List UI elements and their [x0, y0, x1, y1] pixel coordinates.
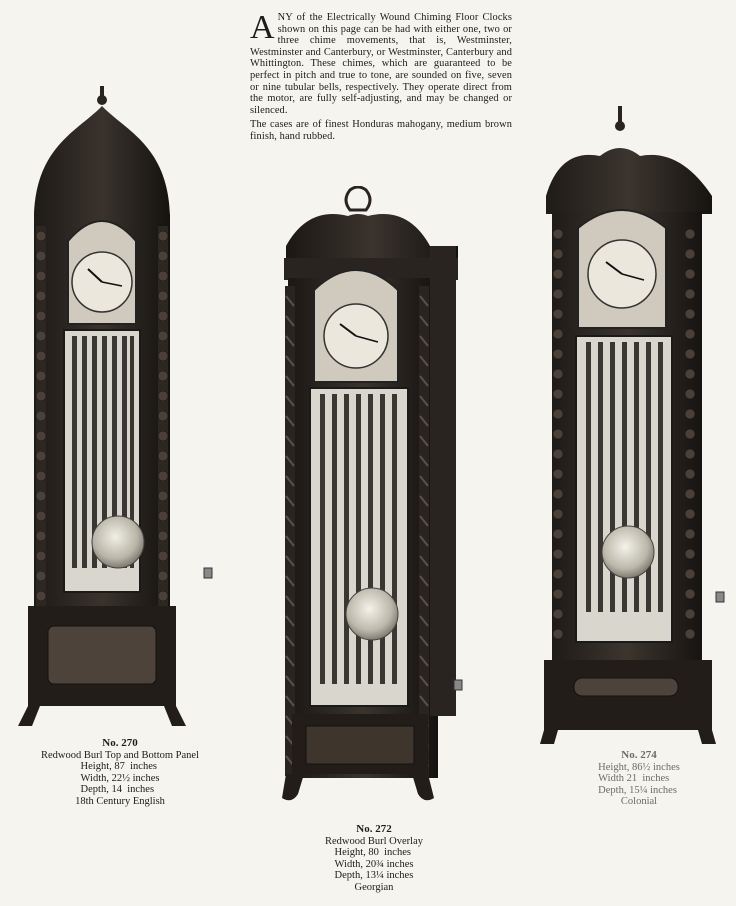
intro-paragraph-2: The cases are of finest Honduras mahogany, medium brown finish, hand rubbed.	[250, 119, 512, 142]
clock-270-height-label: Height,	[80, 761, 112, 772]
clock-274-width-label: Width	[598, 773, 624, 784]
clock-274-depth-label: Depth,	[598, 784, 627, 796]
clock-272-caption	[276, 824, 472, 893]
clock-272-depth: 13¼ inches	[365, 870, 414, 881]
clock-270-width-label: Width,	[80, 772, 109, 784]
clock-272-dimensions	[335, 847, 414, 882]
clock-272-description: Redwood Burl Overlay	[325, 835, 423, 847]
grandfather-clock-270-image	[18, 86, 214, 736]
clock-272-width-label: Width,	[334, 858, 363, 870]
clock-270-caption	[0, 738, 240, 807]
clock-274-caption	[568, 750, 710, 808]
intro-paragraph-1-text: NY of the Electrically Wound Chiming Floor Clocks shown on this page can be had with either one, two or three chime movements, that is, Westminster, Westminster and Canterbury, or Westminster, Canterbury and Whittington. These chimes, which are guaranteed to be perfect in pitch and true to tone, are sounded on five, seven or nine tubular bells, respectively. They operate direct from the motor, are fully self-adjusting, and may be changed or silenced.	[250, 12, 512, 116]
clock-274-width: 21 inches	[626, 773, 670, 784]
intro-paragraph-1	[250, 9, 512, 116]
clock-274-dimensions	[598, 762, 680, 797]
clock-270-figure	[18, 86, 214, 736]
clock-270-style: 18th Century English	[75, 795, 165, 807]
clock-272-width: 20¾ inches	[365, 858, 414, 870]
clock-270-dimensions	[81, 761, 160, 796]
clock-270-height: 87 inches	[114, 761, 157, 772]
clock-274-height: 86½ inches	[632, 761, 680, 773]
clock-270-description: Redwood Burl Top and Bottom Panel	[40, 749, 200, 761]
grandfather-clock-272-image	[278, 186, 464, 816]
clock-274-depth: 15¼ inches	[629, 784, 677, 796]
intro-text-block	[250, 9, 512, 146]
clock-270-width: 22½ inches	[111, 772, 160, 784]
clock-272-height-label: Height,	[334, 847, 366, 858]
clock-270-number: No. 270	[102, 737, 138, 749]
clock-274-figure	[540, 104, 730, 744]
clock-272-number: No. 272	[356, 823, 392, 835]
clock-274-height-label: Height,	[598, 761, 630, 773]
clock-274-number: No. 274	[621, 749, 657, 761]
clock-272-depth-label: Depth,	[334, 870, 363, 881]
grandfather-clock-274-image	[540, 104, 730, 744]
clock-272-figure	[278, 186, 464, 816]
clock-274-style: Colonial	[620, 796, 658, 807]
drop-cap-letter: A	[250, 9, 275, 46]
clock-270-depth: 14 inches	[111, 784, 155, 795]
clock-272-height: 80 inches	[368, 847, 411, 858]
clock-272-style: Georgian	[354, 881, 394, 893]
clock-270-depth-label: Depth,	[80, 784, 109, 795]
